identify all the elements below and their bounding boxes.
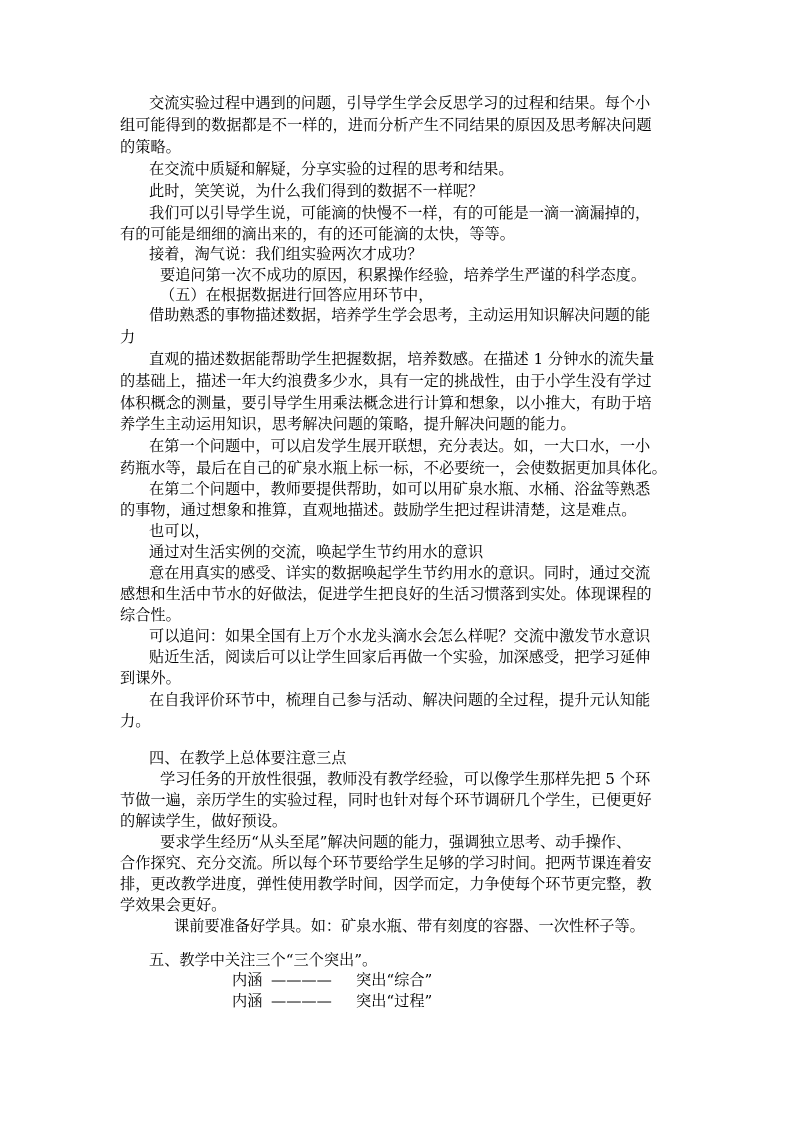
text-line: 的事物，通过想象和推算，直观地描述。鼓励学生把过程讲清楚，这是难点。 — [120, 501, 637, 519]
text-line: 课前要准备好学具。如：矿泉水瓶、带有刻度的容器、一次性杯子等。 — [174, 917, 645, 935]
text-line: 养学生主动运用知识，思考解决问题的策略，提升解决问题的能力。 — [120, 415, 576, 433]
text-line: 在交流中质疑和解疑，分享实验的过程的思考和结果。 — [149, 160, 514, 178]
text-line: 感想和生活中节水的好做法，促进学生把良好的生活习惯落到实处。体现课程的 — [120, 585, 652, 603]
text-line: 合作探究、充分交流。所以每个环节要给学生足够的学习时间。把两节课连着安 — [120, 854, 652, 872]
text-line: 可以追问：如果全国有上万个水龙头滴水会怎么样呢？交流中激发节水意识 — [149, 627, 651, 645]
text-line: 排，更改教学进度，弹性使用教学时间，因学而定，力争使每个环节更完整，教 — [120, 875, 652, 893]
text-line: 通过对生活实例的交流，唤起学生节约用水的意识 — [149, 543, 484, 561]
text-line: 的解读学生，做好预设。 — [120, 812, 288, 830]
text-line: 意在用真实的感受、详实的数据唤起学生节约用水的意识。同时，通过交流 — [149, 564, 651, 582]
text-line: 学效果会更好。 — [120, 896, 227, 914]
text-line: 也可以， — [149, 522, 210, 540]
text-line: 在第一个问题中，可以启发学生展开联想，充分表达。如，一大口水，一小 — [149, 437, 651, 455]
text-line: 直观的描述数据能帮助学生把握数据，培养数感。在描述 1 分钟水的流失量 — [149, 350, 655, 368]
text-line: 交流实验过程中遇到的问题，引导学生学会反思学习的过程和结果。每个小 — [149, 94, 651, 112]
section-heading: 四、在教学上总体要注意三点 — [149, 749, 347, 767]
text-line: 接着，淘气说：我们组实验两次才成功？ — [149, 245, 423, 263]
text-line: 力 — [120, 328, 136, 346]
text-line: 要追问第一次不成功的原因，积累操作经验，培养学生严谨的科学态度。 — [160, 266, 646, 284]
text-line: 要求学生经历“从头至尾”解决问题的能力，强调独立思考、动手操作、 — [160, 833, 632, 851]
text-line: 学习任务的开放性很强，教师没有教学经验，可以像学生那样先把 5 个环 — [160, 770, 651, 788]
text-line: 在第二个问题中，教师要提供帮助，如可以用矿泉水瓶、水桶、浴盆等熟悉 — [149, 480, 651, 498]
text-line: 节做一遍，亲历学生的实验过程，同时也针对每个环节调研几个学生，已便更好 — [120, 791, 652, 809]
table-row-right: 突出“过程” — [356, 992, 433, 1010]
text-line: 综合性。 — [120, 606, 181, 624]
text-line: 药瓶水等，最后在自己的矿泉水瓶上标一标，不必要统一，会使数据更加具体化。 — [120, 459, 667, 477]
text-line: 借助熟悉的事物描述数据，培养学生学会思考，主动运用知识解决问题的能 — [149, 306, 651, 324]
table-row-dash: ———— — [271, 992, 332, 1010]
text-line: 我们可以引导学生说，可能滴的快慢不一样，有的可能是一滴一滴漏掉的， — [149, 204, 651, 222]
text-line: 力。 — [120, 712, 151, 730]
text-line: 有的可能是细细的滴出来的，有的还可能滴的太快，等等。 — [120, 225, 515, 243]
text-line: 的基础上，描述一年大约浪费多少水，具有一定的挑战性，由于小学生没有学过 — [120, 372, 652, 390]
text-line: 体积概念的测量，要引导学生用乘法概念进行计算和想象，以小推大，有助于培 — [120, 394, 652, 412]
table-row-right: 突出“综合” — [356, 971, 433, 989]
table-row-left: 内涵 — [232, 992, 263, 1010]
text-line: （五）在根据数据进行回答应用环节中， — [160, 286, 434, 304]
text-line: 的策略。 — [120, 138, 181, 156]
text-line: 组可能得到的数据都是不一样的，进而分析产生不同结果的原因及思考解决问题 — [120, 116, 652, 134]
table-row-dash: ———— — [271, 971, 332, 989]
text-line: 此时，笑笑说，为什么我们得到的数据不一样呢？ — [149, 182, 484, 200]
text-line: 在自我评价环节中，梳理自己参与活动、解决问题的全过程，提升元认知能 — [149, 691, 651, 709]
text-line: 到课外。 — [120, 669, 181, 687]
text-line: 贴近生活，阅读后可以让学生回家后再做一个实验，加深感受，把学习延伸 — [149, 648, 651, 666]
section-heading: 五、教学中关注三个“三个突出”。 — [149, 951, 378, 969]
table-row-left: 内涵 — [232, 971, 263, 989]
